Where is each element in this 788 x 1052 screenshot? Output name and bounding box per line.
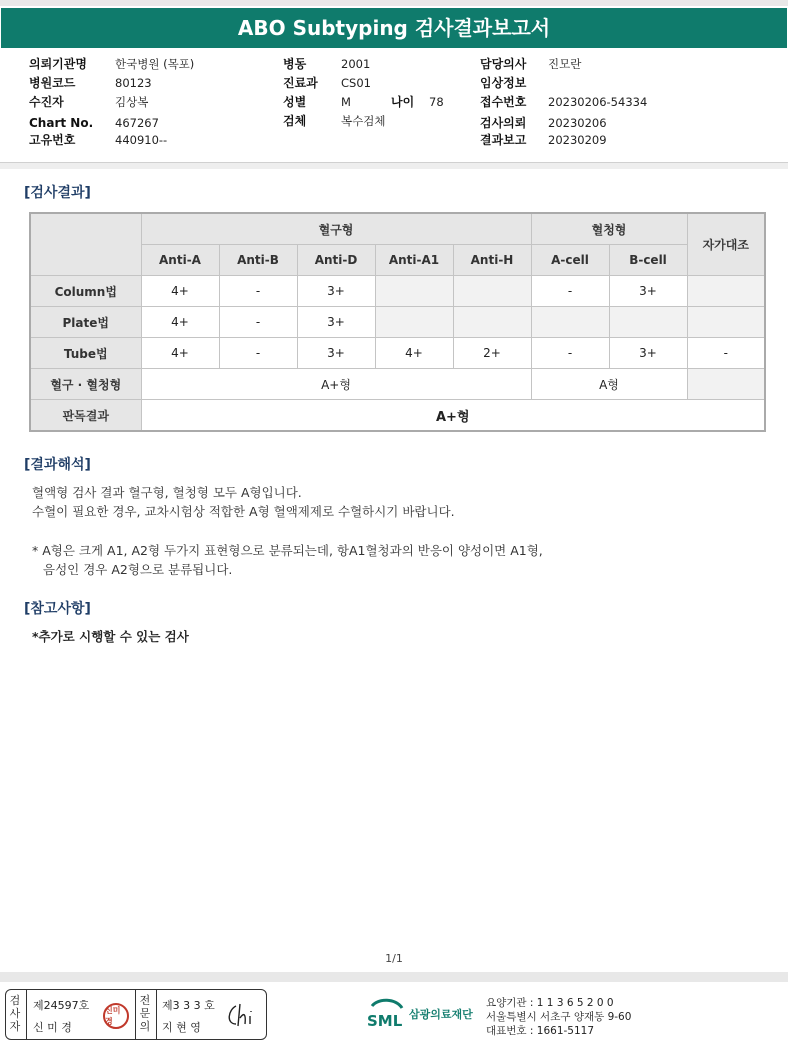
row-label: Tube법: [30, 338, 141, 369]
column-header: Anti-B: [219, 245, 297, 276]
sml-logo-icon: [366, 996, 406, 1032]
group-cell-header: 혈구형: [141, 213, 531, 245]
type-row: [30, 369, 765, 400]
table-cell: 4+: [141, 276, 219, 307]
section-result-title: [검사결과]: [24, 185, 91, 201]
column-header: Anti-D: [297, 245, 375, 276]
header-divider: [0, 162, 788, 169]
column-header: Anti-A: [141, 245, 219, 276]
table-cell: 4+: [375, 338, 453, 369]
table-cell: 3+: [609, 338, 687, 369]
table-cell: 2+: [453, 338, 531, 369]
specialist-signature-icon: [224, 1000, 260, 1030]
table-cell: 3+: [297, 307, 375, 338]
final-result: A+형: [141, 400, 765, 432]
table-cell: [453, 307, 531, 338]
type-auto-control: [687, 369, 765, 400]
result-table: [29, 212, 766, 432]
header-request-date: 검사의뢰 20230206: [480, 116, 607, 130]
header-unique-no: 고유번호 440910--: [29, 133, 168, 147]
type-serum-result: A형: [531, 369, 687, 400]
table-cell: 4+: [141, 338, 219, 369]
header-doctor: 담당의사 진모란: [480, 57, 582, 71]
footer-strip: [0, 972, 788, 982]
table-cell: [609, 307, 687, 338]
examiner-license: 제24597호: [33, 999, 90, 1012]
auto-control-header: 자가대조: [687, 213, 765, 276]
final-row: [30, 400, 765, 432]
table-row: [30, 338, 765, 369]
column-header: B-cell: [609, 245, 687, 276]
header-hospital-code: 병원코드 80123: [29, 76, 152, 90]
column-header: A-cell: [531, 245, 609, 276]
interpretation-note-1: * A형은 크게 A1, A2형 두가지 표현형으로 분류되는데, 항A1혈청과의 반응이 양성이면 A1형,: [32, 543, 543, 558]
column-header: Anti-A1: [375, 245, 453, 276]
table-cell: [687, 307, 765, 338]
table-cell: -: [531, 276, 609, 307]
specialist-label: 전문의: [139, 994, 151, 1033]
type-row-label: 혈구 · 혈청형: [30, 369, 141, 400]
table-cell: 3+: [297, 338, 375, 369]
examiner-label: 검사자: [9, 994, 21, 1033]
header-age-value: 78: [429, 95, 444, 109]
interpretation-note-2: 음성인 경우 A2형으로 분류됩니다.: [43, 562, 233, 577]
header-specimen: 검체 복수검체: [283, 114, 386, 128]
specialist-name: 지 현 영: [162, 1021, 201, 1034]
table-cell: [531, 307, 609, 338]
table-corner: [30, 213, 141, 276]
table-cell: 3+: [297, 276, 375, 307]
section-interpretation-title: [결과해석]: [24, 457, 91, 473]
header-chart-no: Chart No. 467267: [29, 116, 159, 130]
type-cell-result: A+형: [141, 369, 531, 400]
header-patient: 수진자 김상복: [29, 95, 149, 109]
table-cell: -: [219, 307, 297, 338]
specialist-license: 제3 3 3 호: [162, 999, 215, 1012]
foundation-address: 요양기관 : 1 1 3 6 5 2 0 0 서울특별시 서초구 양재동 9-60 대표번호 : 1661-5117: [486, 997, 632, 1037]
svg-text:SML: SML: [367, 1012, 403, 1030]
interpretation-line-1: 혈액형 검사 결과 혈구형, 혈청형 모두 A형입니다.: [32, 485, 302, 500]
header-age-label: 나이: [391, 95, 415, 109]
row-label: Column법: [30, 276, 141, 307]
header-hospital: 의뢰기관명 한국병원 (목포): [29, 57, 195, 71]
section-reference-title: [참고사항]: [24, 601, 91, 617]
table-row: [30, 276, 765, 307]
table-cell: 3+: [609, 276, 687, 307]
table-cell: [375, 307, 453, 338]
table-cell: -: [531, 338, 609, 369]
header-sex: 성별 M 나이 78: [283, 95, 444, 109]
table-cell: [687, 276, 765, 307]
top-strip: [0, 0, 788, 6]
table-row: [30, 307, 765, 338]
row-label: Plate법: [30, 307, 141, 338]
table-cell: [375, 276, 453, 307]
final-row-label: 판독결과: [30, 400, 141, 432]
table-cell: 4+: [141, 307, 219, 338]
header-ward: 병동 2001: [283, 57, 371, 71]
column-header: Anti-H: [453, 245, 531, 276]
foundation-name: 삼광의료재단: [409, 1008, 473, 1021]
header-report-date: 결과보고 20230209: [480, 133, 607, 147]
reference-line-1: *추가로 시행할 수 있는 검사: [32, 629, 189, 644]
header-clinical-info: 임상정보: [480, 76, 527, 90]
header-receipt-no: 접수번호 20230206-54334: [480, 95, 648, 109]
report-title: ABO Subtyping 검사결과보고서: [1, 8, 787, 48]
table-cell: [453, 276, 531, 307]
header-department: 진료과 CS01: [283, 76, 371, 90]
examiner-name: 신 미 경: [33, 1021, 72, 1034]
table-cell: -: [219, 276, 297, 307]
group-serum-header: 혈청형: [531, 213, 687, 245]
table-cell: -: [219, 338, 297, 369]
table-cell: -: [687, 338, 765, 369]
signature-box: [5, 989, 267, 1040]
examiner-seal: 신미경: [103, 1003, 129, 1029]
interpretation-line-2: 수혈이 필요한 경우, 교차시험상 적합한 A형 혈액제제로 수혈하시기 바랍니다.: [32, 504, 455, 519]
page-number: 1/1: [385, 952, 403, 965]
